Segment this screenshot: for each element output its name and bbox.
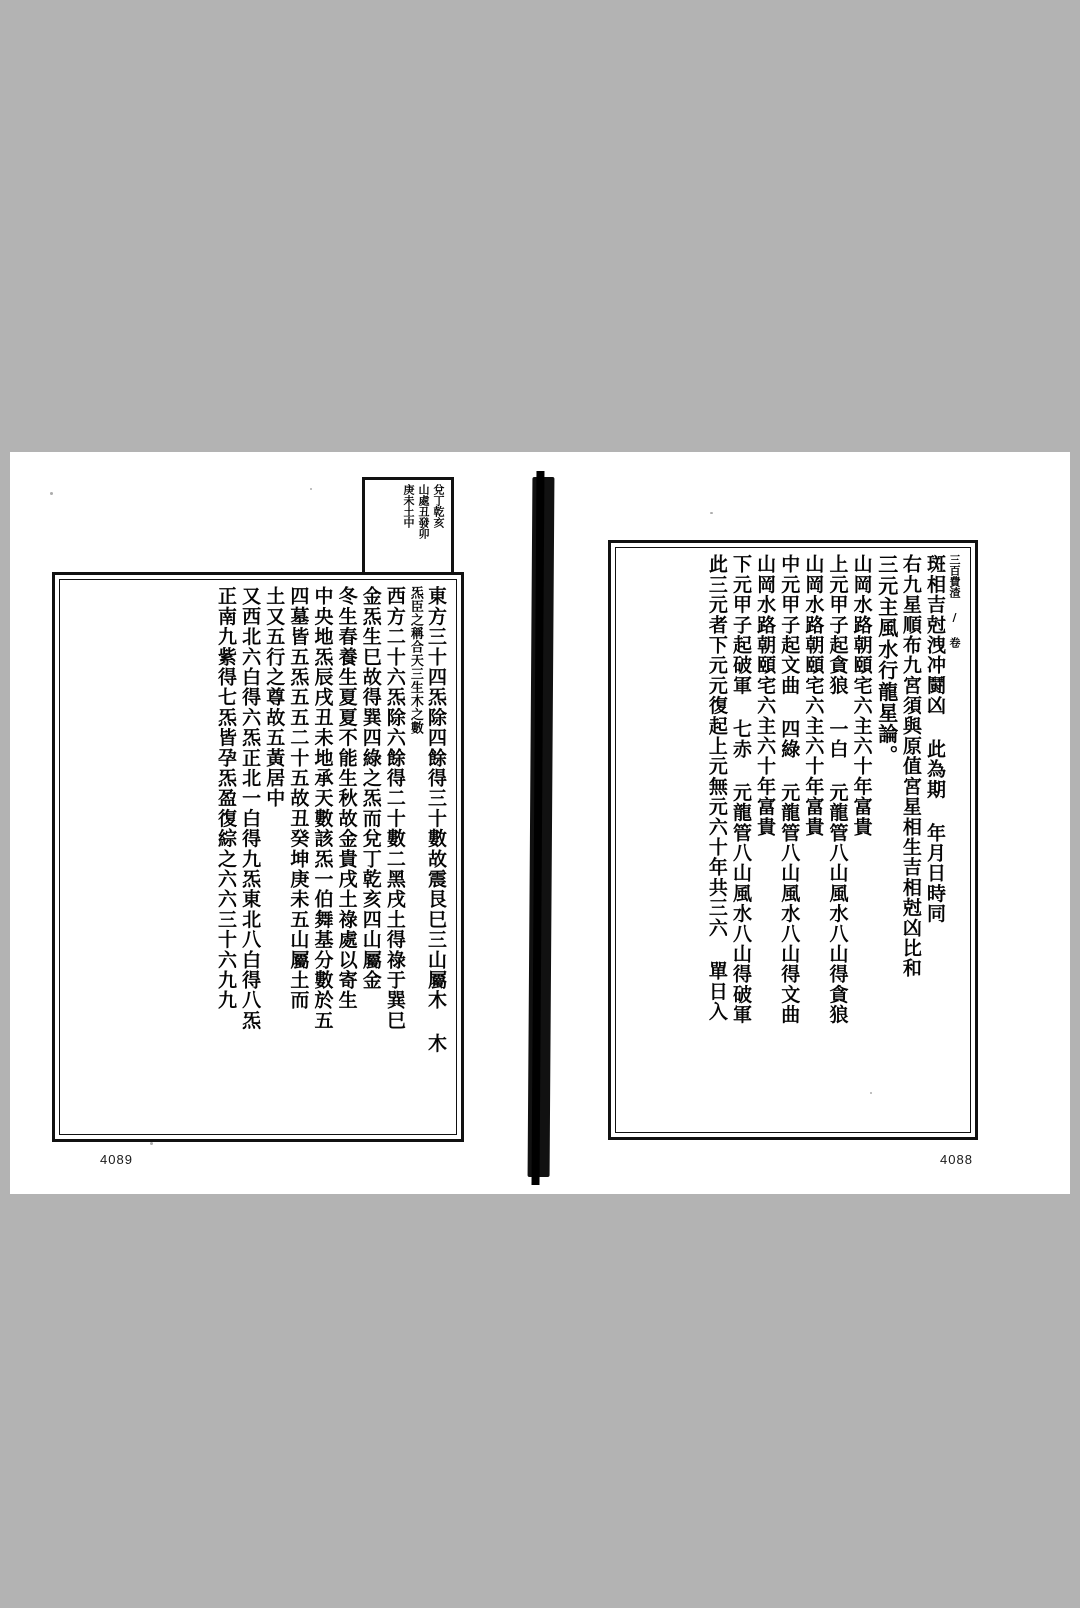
text-column: 炁臣之稱合天三生木之數: [407, 586, 423, 735]
left-page-header-columns: [370, 484, 446, 577]
text-column: 又西北六白得六炁正北一白得九炁東北八白得八炁: [239, 586, 262, 1031]
right-page-text-block: [608, 540, 978, 1140]
text-column: 四墓皆五炁五五二十五故丑癸坤庚未五山屬土而: [287, 586, 310, 1011]
right-page-inner-frame: [615, 547, 971, 1133]
text-column: 土又五行之尊故五黃居中: [263, 586, 286, 809]
text-column: 上元甲子起貪狼 一白 元龍管八山風水八山得貪狼: [826, 554, 849, 1025]
text-column: 中元甲子起文曲 四綠 元龍管八山風水八山得文曲: [778, 554, 801, 1025]
book-spine-gutter: [528, 477, 555, 1177]
left-page-inner-frame: [59, 579, 457, 1135]
text-column: 山岡水路朝頤宅六主六十年富貴: [754, 554, 777, 837]
scan-speck: [150, 1142, 153, 1145]
header-tab-line: 兌丁乾亥: [432, 484, 445, 528]
text-column: 此三元者下元元復起上元無元六十年共三六 單日入: [705, 554, 728, 1022]
text-column: 冬生春養生夏夏不能生秋故金貴戌土祿處以寄生: [335, 586, 358, 1011]
scan-speck: [50, 492, 53, 495]
header-tab-line: 庚未土中: [402, 484, 415, 528]
text-column: 斑相吉尅洩冲鬪凶 此為期 年月日時同: [924, 554, 946, 924]
left-page-header-tab: [362, 477, 454, 579]
text-column: 右九星順布九宮須與原值宮星相生吉相尅凶比和: [899, 554, 922, 979]
text-column: 下元甲子起破軍 七赤 元龍管八山風水八山得破軍: [729, 554, 752, 1025]
text-column: 正南九紫得七炁皆孕炁盈復綜之六六三十六九九: [215, 586, 237, 1011]
left-page-text-block: [52, 572, 464, 1142]
folio-number-right: 4088: [940, 1152, 973, 1167]
text-column: 中央地炁辰戌丑未地承天數該炁一伯舞基分數於五: [311, 586, 334, 1031]
text-column: 西方二十六炁除六餘得二十數二黑戌土得祿于巽巳: [383, 586, 406, 1031]
scanned-page-sheet: [10, 452, 1070, 1194]
text-column: 山岡水路朝頤宅六主六十年富貴: [802, 554, 825, 837]
folio-number-left: 4089: [100, 1152, 133, 1167]
left-page-columns: [68, 586, 448, 1128]
scan-speck: [310, 488, 312, 490]
right-page-columns: [624, 554, 962, 1126]
text-column: 東方三十四炁除四餘得三十數故震艮巳三山屬木 木: [425, 586, 447, 1054]
scan-speck: [710, 512, 713, 514]
header-tab-line: 山處丑發卯: [417, 484, 430, 539]
scan-speck: [870, 1092, 872, 1094]
text-column: 金炁生巳故得巽四綠之炁而兌丁乾亥四山屬金: [359, 586, 382, 990]
text-column: 三元主風水行龍星論。: [874, 554, 899, 766]
right-page-header-partial: 三百費渣 ∕ 卷: [948, 554, 961, 648]
text-column: 山岡水路朝頤宅六主六十年富貴: [850, 554, 873, 837]
